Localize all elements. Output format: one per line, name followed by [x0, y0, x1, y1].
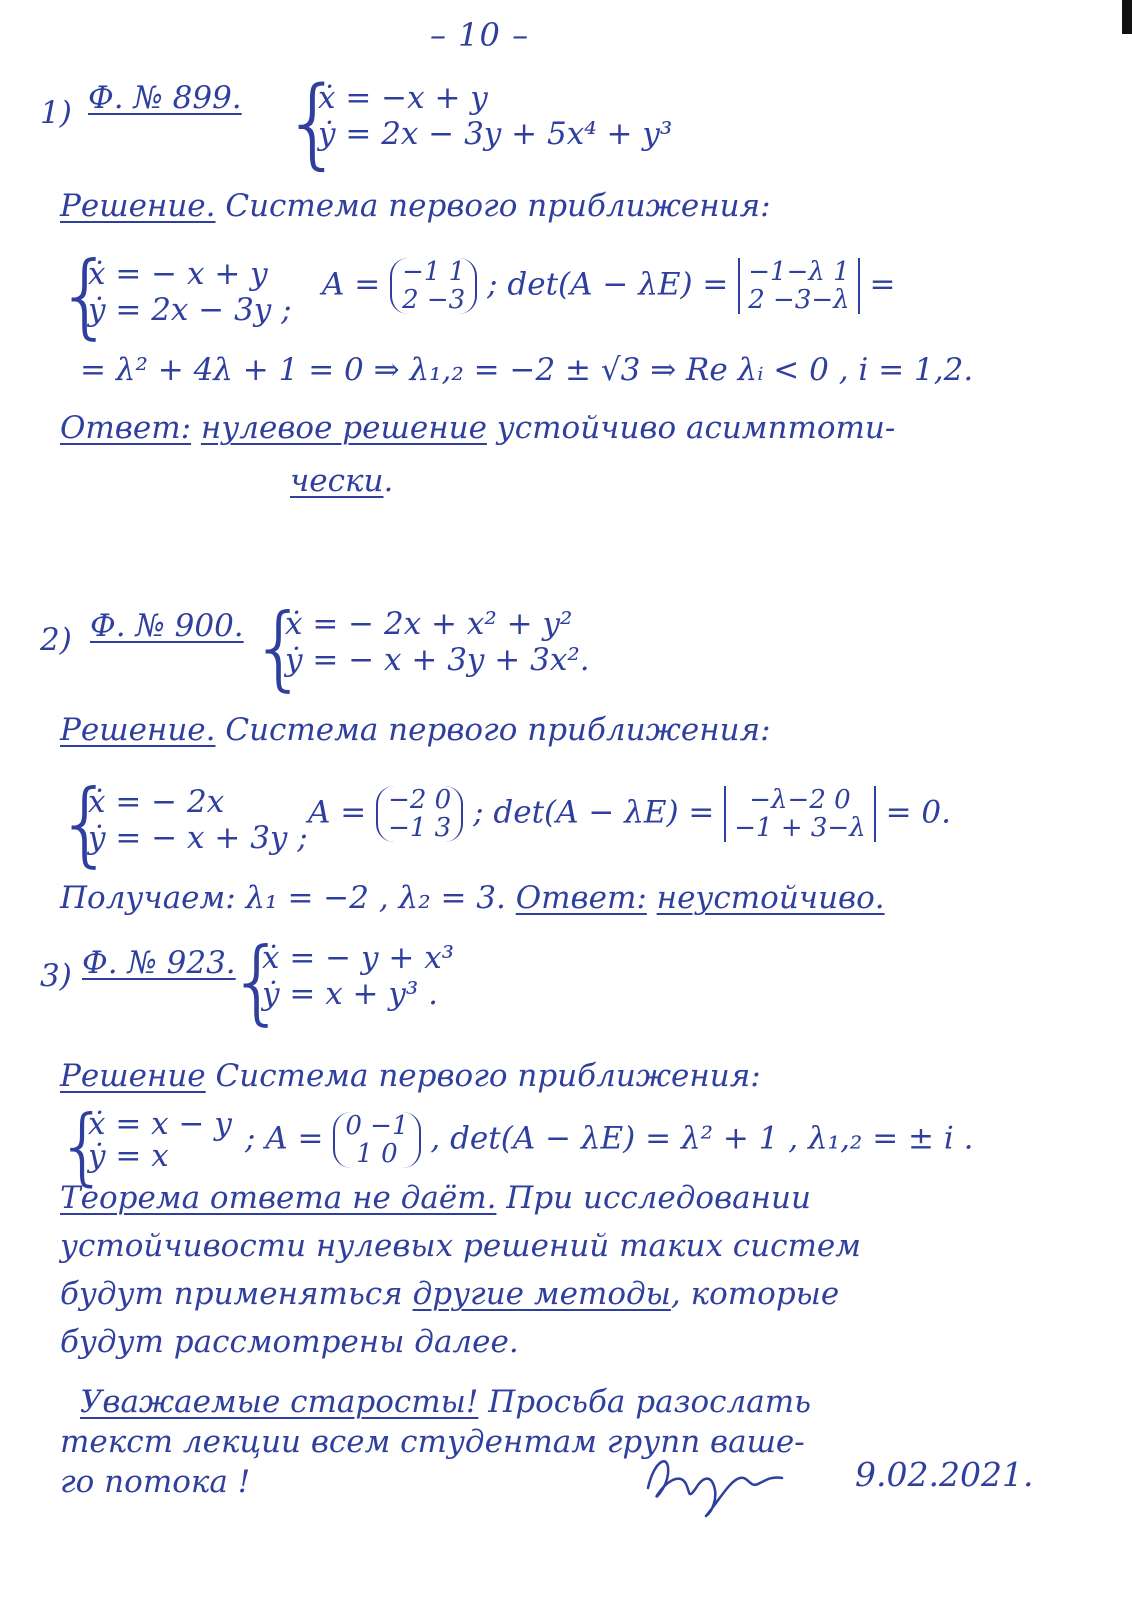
equals-sign: = 0.: [885, 794, 951, 831]
determinant-row: −1 + 3−λ: [734, 813, 866, 843]
determinant-label: ; det(A − λE) =: [473, 794, 715, 831]
answer-text: устойчиво асимптоти-: [496, 410, 896, 446]
determinant-text: , det(A − λE) = λ² + 1 , λ₁,₂ = ± i .: [430, 1120, 974, 1157]
theorem-text: другие методы: [412, 1276, 671, 1312]
solution-text: Система первого приближения:: [225, 188, 771, 224]
solution-line: [60, 188, 771, 224]
problem-3-system: [262, 940, 454, 1012]
matrix-row: −1 1: [402, 257, 466, 287]
answer-text: чески: [290, 463, 384, 499]
solution-line: [60, 1058, 761, 1094]
period: .: [383, 463, 394, 499]
brace: {: [56, 242, 115, 349]
note-text: Уважаемые старосты!: [80, 1384, 479, 1420]
solution-label: Решение: [60, 1058, 206, 1094]
theorem-text: будут применяться: [60, 1276, 403, 1312]
problem-3-ref: Ф. № 923.: [82, 945, 236, 981]
equation: ẋ = −x + y: [318, 80, 488, 116]
matrix-line: [308, 786, 951, 842]
problem-3-number: 3): [40, 958, 72, 994]
equation: ẏ = − x + 3y ;: [88, 820, 308, 856]
theorem-line: устойчивости нулевых решений таких систем: [60, 1228, 861, 1264]
answer-continuation: [290, 463, 393, 499]
determinant-label: ; det(A − λE) =: [487, 266, 729, 303]
problem-1-number: 1): [40, 95, 72, 131]
answer-line: [60, 410, 895, 446]
signature: [640, 1440, 790, 1520]
problem-1-ref: Ф. № 899.: [88, 80, 242, 116]
matrix-line: [322, 258, 896, 314]
matrix-label: A =: [308, 794, 367, 831]
matrix-label: ; A =: [245, 1120, 324, 1157]
problem-2-number: 2): [40, 622, 72, 658]
brace: {: [56, 1097, 110, 1195]
matrix-row: 2 −3: [402, 285, 466, 315]
solution-label: Решение.: [60, 712, 216, 748]
edge-mark: [1122, 0, 1132, 34]
equation: ẏ = 2x − 3y ;: [88, 292, 292, 328]
linear-system: [88, 1108, 232, 1172]
determinant-row: 2 −3−λ: [748, 285, 850, 315]
page-number: – 10 –: [430, 16, 530, 54]
problem-2-system: [285, 606, 590, 678]
equation: ẏ = x: [88, 1138, 169, 1174]
theorem-line: будут рассмотрены далее.: [60, 1324, 519, 1360]
solution-label: Решение.: [60, 188, 216, 224]
equation: ẏ = − x + 3y + 3x².: [285, 642, 590, 678]
answer-text: нулевое решение: [200, 410, 487, 446]
theorem-text: Теорема ответа не даёт.: [60, 1180, 497, 1216]
characteristic-equation: = λ² + 4λ + 1 = 0 ⇒ λ₁,₂ = −2 ± √3 ⇒ Re λᵢ < 0 , i = 1,2.: [80, 352, 974, 388]
note-line: текст лекции всем студентам групп ваше-: [60, 1424, 805, 1460]
note-text: Просьба разослать: [488, 1384, 812, 1420]
date: 9.02.2021.: [855, 1455, 1034, 1494]
linear-system: [88, 256, 292, 328]
matrix-A: [390, 258, 477, 314]
solution-line: [60, 712, 771, 748]
equation: ẋ = x − y: [88, 1106, 232, 1142]
matrix-A: [333, 1112, 420, 1168]
equation: ẏ = x + y³ .: [262, 976, 439, 1012]
theorem-line: [60, 1180, 811, 1216]
result-text: Получаем: λ₁ = −2 , λ₂ = 3.: [60, 880, 506, 916]
determinant: [724, 786, 875, 842]
theorem-text: При исследовании: [506, 1180, 811, 1216]
brace: {: [56, 770, 115, 877]
matrix-row: 1 0: [356, 1139, 398, 1169]
brace: {: [228, 928, 287, 1035]
determinant-row: −λ−2 0: [749, 785, 851, 815]
equation: ẋ = − x + y: [88, 256, 268, 292]
theorem-line: [60, 1276, 839, 1312]
problem-2-ref: Ф. № 900.: [90, 608, 244, 644]
equation: ẏ = 2x − 3y + 5x⁴ + y³: [318, 116, 673, 152]
answer-label: Ответ:: [60, 410, 192, 446]
solution-text: Система первого приближения:: [215, 1058, 761, 1094]
determinant: [738, 258, 859, 314]
determinant-row: −1−λ 1: [748, 257, 850, 287]
solution-text: Система первого приближения:: [225, 712, 771, 748]
matrix-label: A =: [322, 266, 381, 303]
matrix-row: −1 3: [388, 813, 452, 843]
matrix-row: −2 0: [388, 785, 452, 815]
note-line: [80, 1384, 811, 1420]
matrix-A: [376, 786, 463, 842]
brace: {: [282, 66, 345, 180]
matrix-row: 0 −1: [345, 1111, 409, 1141]
answer-text: неустойчиво.: [656, 880, 885, 916]
brace: {: [250, 594, 309, 701]
theorem-text: , которые: [670, 1276, 840, 1312]
linear-system: [88, 784, 308, 856]
problem-1-system: [318, 80, 672, 152]
matrix-line: [245, 1112, 973, 1168]
equation: ẋ = − y + x³: [262, 940, 455, 976]
equation: ẋ = − 2x + x² + y²: [285, 606, 573, 642]
note-line: го потока !: [60, 1464, 251, 1500]
equation: ẋ = − 2x: [88, 784, 225, 820]
equals-sign: =: [869, 266, 896, 303]
answer-label: Ответ:: [515, 880, 647, 916]
result-line: [60, 880, 885, 916]
